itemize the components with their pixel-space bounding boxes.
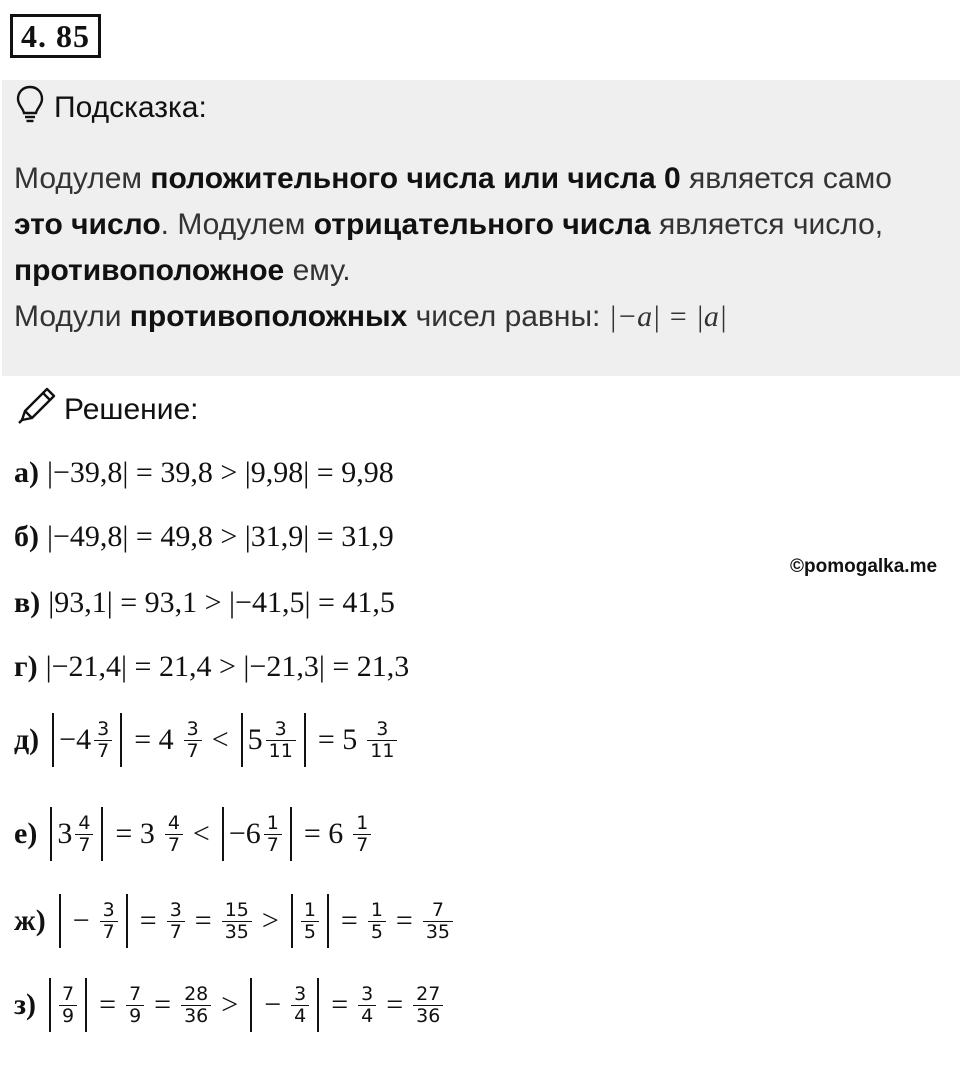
item-label: в) — [14, 586, 41, 619]
abs-bar — [327, 894, 329, 948]
abs-bar — [126, 894, 128, 948]
hint-line-3: противоположное ему. — [14, 254, 351, 287]
hint-line-4: Модули противоположных чисел равны: |−a| = |a| — [14, 300, 728, 333]
fraction: $\frac{4}{7}$ — [165, 813, 183, 856]
solution-z: з) $\frac{7}{9}$ = $\frac{7}{9}$ = $\frac{28}{36}$ > − $\frac{3}{4}$ = $\frac{3}{4}$ = $\frac{27}{36}$ — [14, 978, 446, 1032]
abs-bar — [85, 978, 87, 1032]
abs-bar — [317, 978, 319, 1032]
watermark: ©pomogalka.me — [790, 556, 938, 577]
solution-b — [14, 520, 394, 554]
solution-e: е) 3 $\frac{4}{7}$ = 3 $\frac{4}{7}$ < −6 $\frac{1}{7}$ = 6 $\frac{1}{7}$ — [14, 807, 374, 861]
fraction: $\frac{3}{11}$ — [367, 719, 397, 762]
solution-title: Решение: — [64, 393, 199, 426]
abs-bar — [291, 894, 293, 948]
item-label: д) — [14, 723, 40, 756]
item-label: е) — [14, 817, 38, 850]
item-label: б) — [14, 520, 39, 553]
abs-bar — [304, 713, 306, 767]
solution-g — [14, 650, 409, 684]
expression: |−49,8| = 49,8 > |31,9| = 31,9 — [47, 520, 394, 553]
fraction: $\frac{7}{9}$ — [126, 984, 144, 1027]
expression: |−21,4| = 21,4 > |−21,3| = 21,3 — [45, 650, 410, 683]
item-label: ж) — [14, 904, 46, 937]
hint-header — [16, 88, 207, 128]
item-label: а) — [14, 456, 39, 489]
expression: |93,1| = 93,1 > |−41,5| = 41,5 — [48, 586, 395, 619]
item-label: г) — [14, 650, 38, 683]
solution-zh: ж) − $\frac{3}{7}$ = $\frac{3}{7}$ = $\frac{15}{35}$ > $\frac{1}{5}$ = $\frac{1}{5}$ = $\frac{7}{35}$ — [14, 894, 456, 948]
hint-formula: |−a| = |a| — [608, 300, 728, 333]
fraction: $\frac{27}{36}$ — [413, 984, 443, 1027]
fraction: $\frac{1}{7}$ — [264, 813, 282, 856]
hint-title: Подсказка: — [54, 91, 207, 124]
abs-bar — [52, 713, 54, 767]
fraction: $\frac{7}{35}$ — [423, 900, 453, 943]
solution-d: д) −4 $\frac{3}{7}$ = 4 $\frac{3}{7}$ < 5 $\frac{3}{11}$ = 5 $\frac{3}{11}$ — [14, 713, 400, 767]
hint-line-1: Модулем положительного числа или числа 0 является само — [14, 162, 892, 195]
abs-bar — [250, 978, 252, 1032]
hint-line-2: это число. Модулем отрицательного числа является число, — [14, 208, 884, 241]
pencil-icon — [16, 386, 58, 434]
solution-header — [16, 390, 198, 430]
fraction: $\frac{15}{35}$ — [222, 900, 252, 943]
abs-bar — [101, 807, 103, 861]
abs-bar — [241, 713, 243, 767]
fraction: $\frac{7}{9}$ — [59, 984, 77, 1027]
fraction: $\frac{3}{7}$ — [167, 900, 185, 943]
fraction: $\frac{3}{7}$ — [100, 900, 118, 943]
fraction: $\frac{4}{7}$ — [75, 813, 93, 856]
abs-bar — [59, 894, 61, 948]
abs-bar — [50, 807, 52, 861]
lightbulb-icon — [16, 85, 44, 131]
abs-bar — [49, 978, 51, 1032]
fraction: $\frac{1}{7}$ — [353, 813, 371, 856]
fraction: $\frac{3}{11}$ — [266, 719, 296, 762]
abs-bar — [120, 713, 122, 767]
solution-v — [14, 586, 395, 620]
solution-a — [14, 456, 394, 490]
fraction: $\frac{3}{4}$ — [358, 984, 376, 1027]
abs-bar — [222, 807, 224, 861]
fraction: $\frac{28}{36}$ — [181, 984, 211, 1027]
fraction: $\frac{3}{4}$ — [291, 984, 309, 1027]
expression: |−39,8| = 39,8 > |9,98| = 9,98 — [47, 456, 394, 489]
item-label: з) — [14, 988, 37, 1021]
hint-text — [14, 156, 944, 340]
fraction: $\frac{3}{7}$ — [184, 719, 202, 762]
fraction: $\frac{1}{5}$ — [368, 900, 386, 943]
abs-bar — [290, 807, 292, 861]
fraction: $\frac{1}{5}$ — [301, 900, 319, 943]
fraction: $\frac{3}{7}$ — [94, 719, 112, 762]
task-number: 4. 85 — [10, 14, 101, 58]
